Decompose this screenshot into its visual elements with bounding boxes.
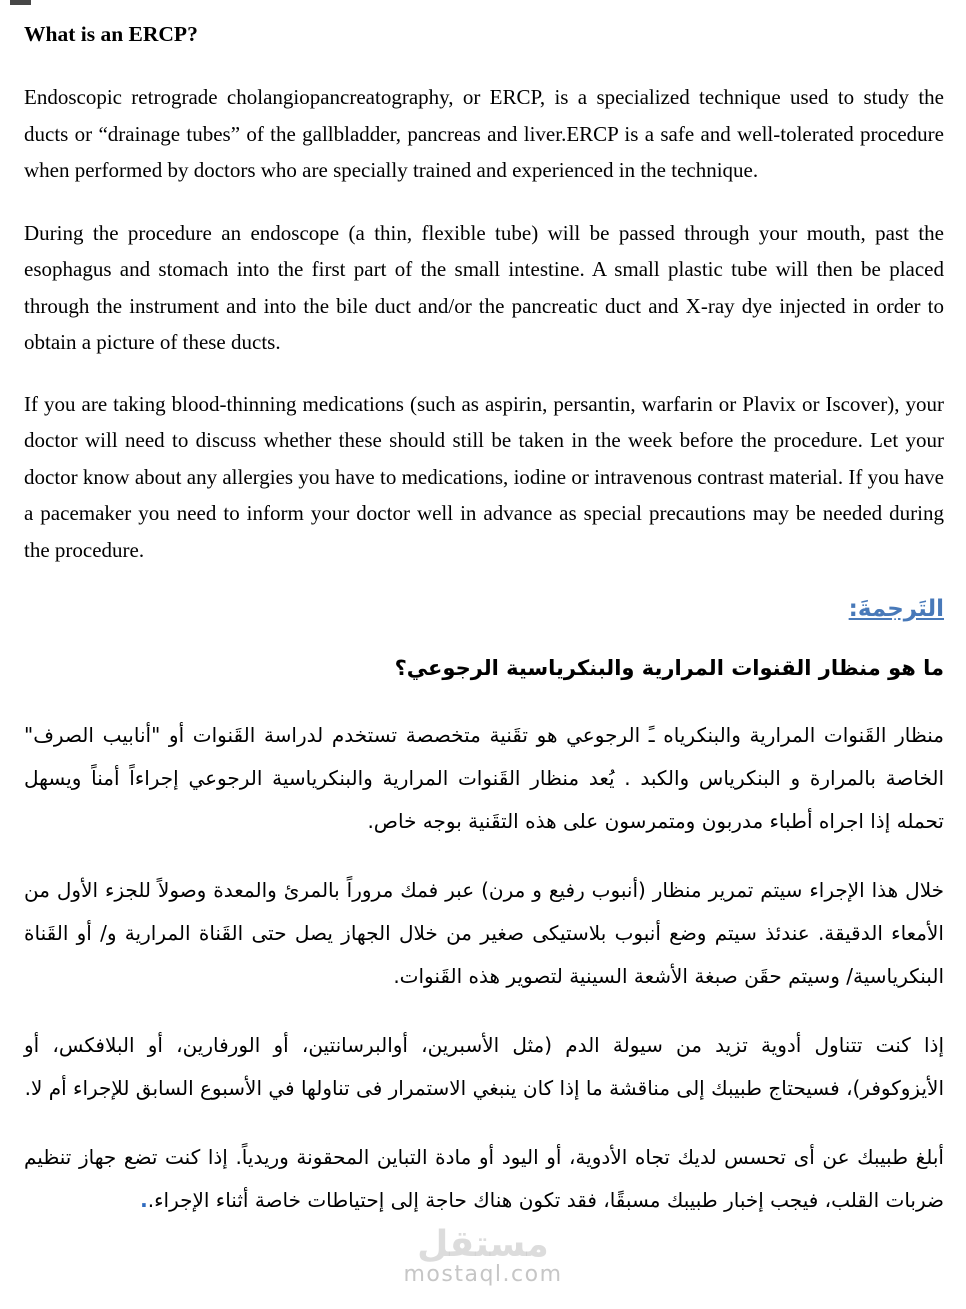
arabic-paragraph-4-text: أبلغ طبيبك عن أى تحسس لديك تجاه الأدوية، أو اليود أو مادة التباين المحقونة وريدياً. إذا كنت تضع جهاز تنظيم ضربات القلب، فيجب إخبار طبيبك مسبقًا، فقد تكون هناك حاجة إلى إحتياطات خاصة أثناء الإجراء [24, 1145, 944, 1212]
page-corner-artifact [10, 0, 31, 5]
english-paragraph-1: Endoscopic retrograde cholangiopancreatography, or ERCP, is a specialized technique used to study the ducts or “drainage tubes” of the gallbladder, pancreas and liver.ERCP is a safe and well-tolerated procedure when performed by doctors who are specially trained and experienced in the technique. [24, 85, 944, 182]
arabic-paragraph-4 [24, 1136, 944, 1222]
mostaql-watermark [403, 1224, 563, 1287]
english-paragraph-2: During the procedure an endoscope (a thin, flexible tube) will be passed through your mouth, past the esophagus and stomach into the first part of the small intestine. A small plastic tube will then be placed through the instrument and into the bile duct and/or the pancreatic duct and X-ray dye injected in order to obtain a picture of these ducts. [24, 220, 944, 354]
arabic-paragraph-3: إذا كنت تتناول أدوية تزيد من سيولة الدم (مثل الأسبرين، أوالبرسانتين، أو الورفارين، أو البلافكس، أو الأيزوكوفر)، فسيحتاج طبيبك إلى مناقشة ما إذا كان ينبغي الاستمرار فى تناولها في الأسبوع السابق للإجراء أم لا. [24, 1033, 944, 1100]
final-period: . [147, 1188, 155, 1212]
arabic-paragraph-2: خلال هذا الإجراء سيتم تمرير منظار (أنبوب رفيع و مرن) عبر فمك مروراً بالمرئ والمعدة وصولاً للجزء الأول من الأمعاء الدقيقة. عندئذ سيتم وضع أنبوب بلاستيكى صغير من خلال الجهاز يصل حتى القَناة المرارية و/ أو القَناة البنكرياسية/ وسيتم حقَن صبغة الأشعة السينية لتصوير هذه القَنوات. [24, 878, 944, 988]
english-title: What is an ERCP? [24, 22, 198, 46]
arabic-paragraph-1: منظار القَنوات المرارية والبنكرياه ـً الرجوعي هو تقَنية متخصصة تستخدم لدراسة القَنوات أو "أنابيب الصرف" الخاصة بالمرارة و البنكرياس والكبد . يُعد منظار القَنوات المرارية والبنكرياسية الرجوعي إجراءاً أمناً ويسهل تحمله إذا اجراه أطباء مدربون ومتمرسون على هذه التقَنية بوجه خاص. [24, 723, 944, 833]
translation-heading: التَرجمةَ: [848, 596, 944, 622]
blue-period: . [140, 1188, 148, 1212]
arabic-question-heading: ما هو منظار القنوات المرارية والبنكرياسية الرجوعي؟ [394, 656, 944, 680]
mostaql-domain-text: mostaql.com [403, 1262, 563, 1287]
english-paragraph-3: If you are taking blood-thinning medications (such as aspirin, persantin, warfarin or Plavix or Iscover), your doctor will need to discuss whether these should still be taken in the week before the procedure. Let your doctor know about any allergies you have to medications, iodine or intravenous contrast material. If you have a pacemaker you need to inform your doctor well in advance as special precautions may be needed during the procedure. [24, 391, 944, 562]
mostaql-logo: مستقل [417, 1224, 549, 1265]
